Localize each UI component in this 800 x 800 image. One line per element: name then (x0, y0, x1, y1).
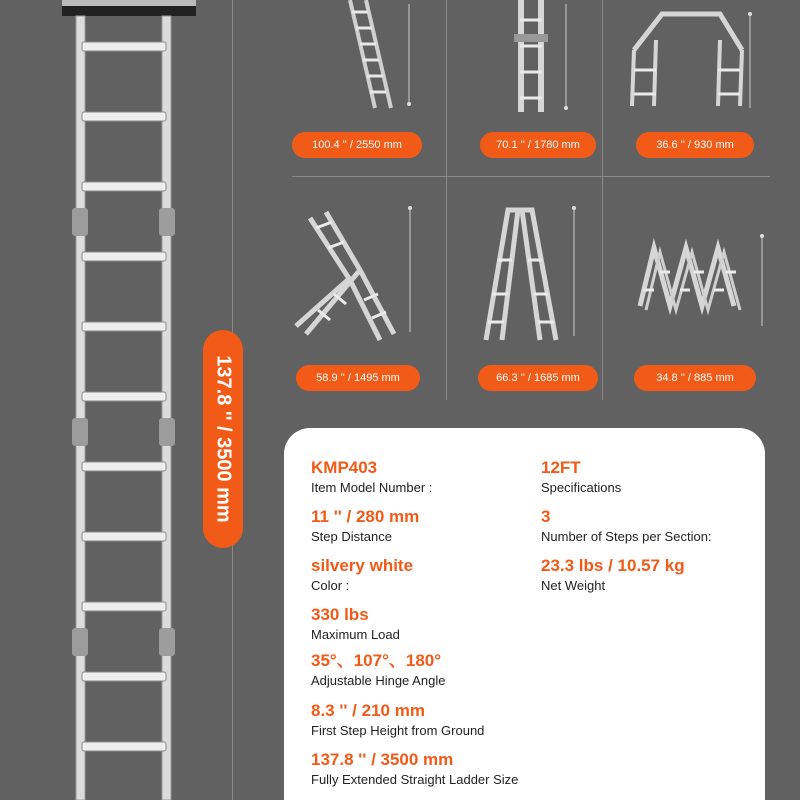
spec-step-distance (311, 507, 419, 546)
step-ladder-image (478, 200, 578, 340)
spec-steps-per-section-label: Number of Steps per Section: (541, 529, 712, 544)
spec-specifications (541, 458, 621, 497)
spec-net-weight-value: 23.3 lbs / 10.57 kg (541, 556, 685, 575)
spec-steps-per-section-value: 3 (541, 507, 551, 526)
scaffold-image (622, 0, 762, 120)
wall-ladder-image (290, 200, 430, 340)
straight-ladder-image (320, 0, 430, 120)
spec-model-value: KMP403 (311, 458, 378, 477)
spec-net-weight-label: Net Weight (541, 578, 606, 593)
spec-max-load-value: 330 lbs (311, 605, 369, 624)
spec-first-step-label: First Step Height from Ground (311, 723, 485, 738)
config-label-staircase: 34.8 '' / 885 mm (634, 365, 756, 391)
spec-step-distance-value: 11 '' / 280 mm (311, 507, 420, 526)
config-label-straight: 100.4 '' / 2550 mm (292, 132, 422, 158)
config-label-wall: 58.9 '' / 1495 mm (296, 365, 420, 391)
spec-net-weight (541, 556, 685, 595)
extended-height-label: 137.8 '' / 3500 mm (212, 355, 235, 523)
spec-model-label: Item Model Number : (311, 480, 433, 495)
grid-divider-v2 (602, 0, 603, 400)
spec-hinge-angle-value: 35°、107°、180° (311, 651, 442, 670)
spec-extended-size-value: 137.8 '' / 3500 mm (311, 750, 454, 769)
spec-max-load-label: Maximum Load (311, 627, 400, 642)
spec-specifications-value: 12FT (541, 458, 581, 477)
spec-first-step-value: 8.3 '' / 210 mm (311, 701, 425, 720)
spec-color-value: silvery white (311, 556, 414, 575)
spec-color-label: Color : (311, 578, 350, 593)
spec-step-distance-label: Step Distance (311, 529, 392, 544)
a-frame-ladder-image (500, 0, 580, 120)
extended-ladder-image (0, 0, 200, 800)
spec-hinge-angle-label: Adjustable Hinge Angle (311, 673, 446, 688)
spec-steps-per-section (541, 507, 712, 546)
spec-max-load (311, 605, 400, 644)
spec-extended-size-label: Fully Extended Straight Ladder Size (311, 772, 519, 787)
grid-divider-h (292, 176, 770, 177)
spec-hinge-angle (311, 651, 445, 690)
config-label-a-frame: 70.1 '' / 1780 mm (480, 132, 596, 158)
grid-divider-v1 (446, 0, 447, 400)
spec-extended-size (311, 750, 518, 789)
staircase-ladder-image (630, 236, 770, 356)
config-label-scaffold: 36.6 '' / 930 mm (636, 132, 754, 158)
config-label-step: 66.3 '' / 1685 mm (478, 365, 598, 391)
spec-first-step (311, 701, 484, 740)
spec-specifications-label: Specifications (541, 480, 622, 495)
spec-color (311, 556, 413, 595)
spec-model (311, 458, 432, 497)
